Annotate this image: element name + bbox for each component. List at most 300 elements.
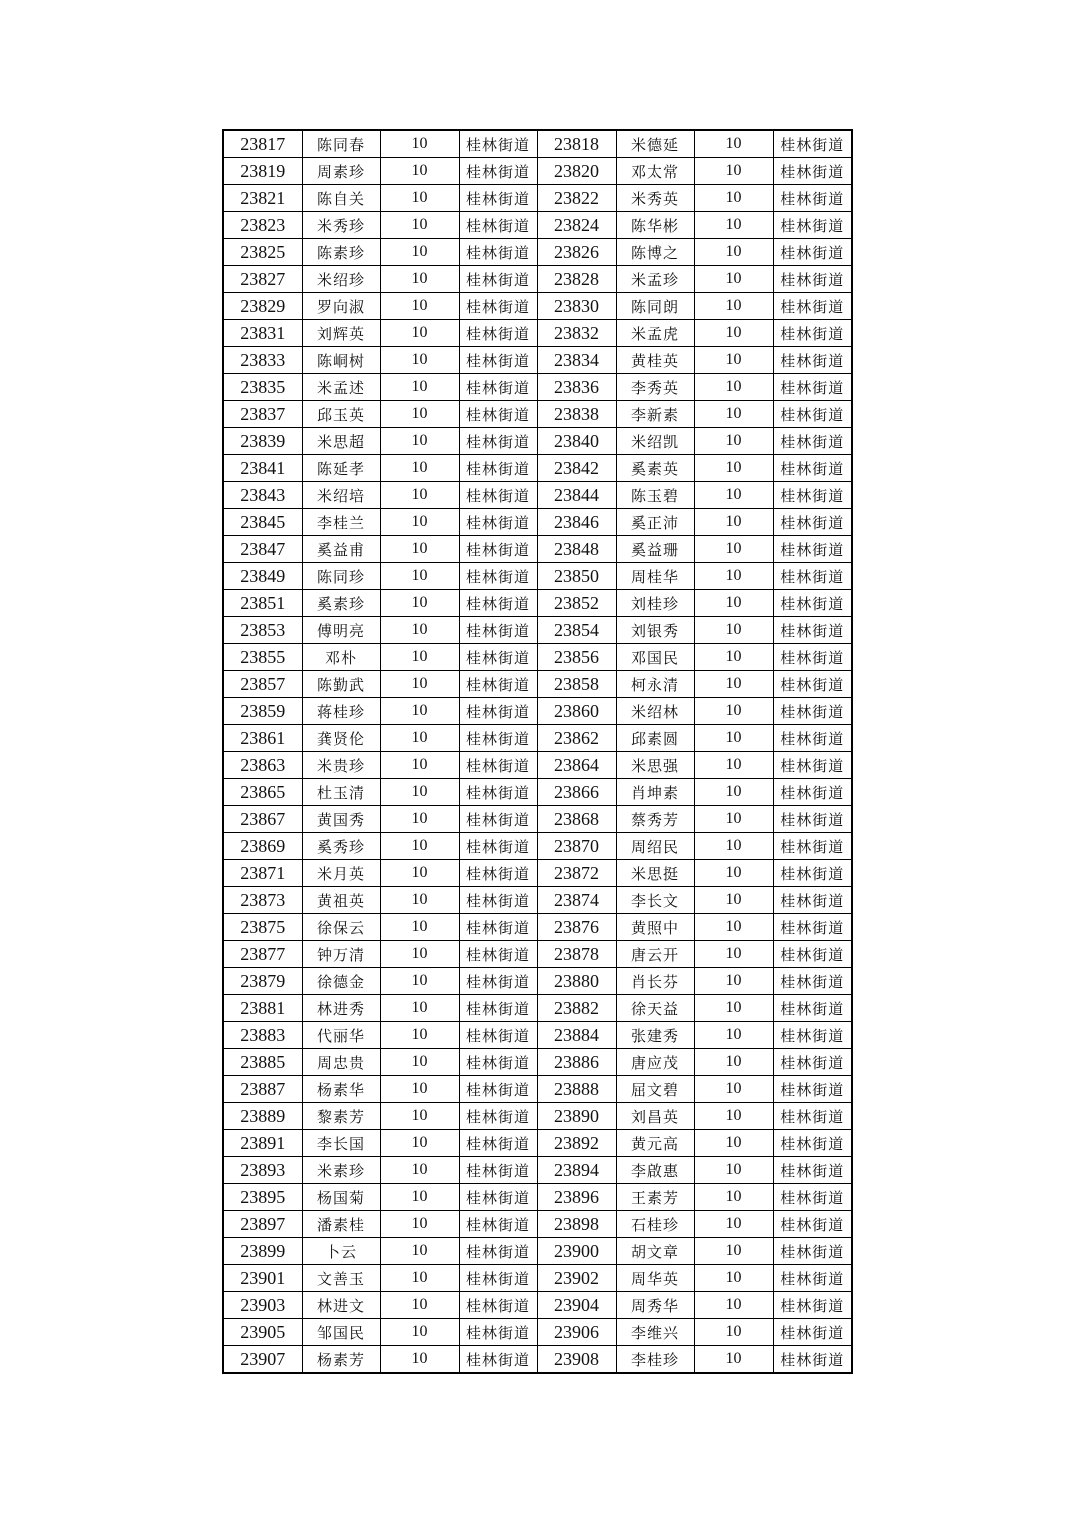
record-number: 23823 [223,212,302,239]
record-number: 23859 [223,698,302,725]
recipient-name: 周秀华 [616,1292,694,1319]
area-name: 桂林街道 [773,1292,852,1319]
recipient-name: 陈同珍 [302,563,380,590]
area-name: 桂林街道 [773,995,852,1022]
area-name: 桂林街道 [459,1103,537,1130]
recipient-name: 傅明亮 [302,617,380,644]
recipient-name: 奚素英 [616,455,694,482]
area-name: 桂林街道 [773,239,852,266]
recipient-name: 杨国菊 [302,1184,380,1211]
area-name: 桂林街道 [773,644,852,671]
record-number: 23896 [537,1184,616,1211]
area-name: 桂林街道 [459,239,537,266]
record-number: 23835 [223,374,302,401]
amount: 10 [694,320,773,347]
recipient-name: 奚正沛 [616,509,694,536]
record-number: 23890 [537,1103,616,1130]
area-name: 桂林街道 [459,779,537,806]
amount: 10 [694,293,773,320]
area-name: 桂林街道 [773,914,852,941]
record-number: 23841 [223,455,302,482]
area-name: 桂林街道 [773,158,852,185]
recipient-name: 陈同朗 [616,293,694,320]
record-number: 23847 [223,536,302,563]
recipient-name: 杨素芳 [302,1346,380,1374]
record-number: 23842 [537,455,616,482]
recipient-name: 刘辉英 [302,320,380,347]
area-name: 桂林街道 [459,1319,537,1346]
amount: 10 [380,941,459,968]
area-name: 桂林街道 [459,158,537,185]
recipient-name: 徐保云 [302,914,380,941]
table-row [223,158,852,185]
amount: 10 [694,617,773,644]
recipient-name: 米思超 [302,428,380,455]
recipient-name: 米孟述 [302,374,380,401]
area-name: 桂林街道 [459,1022,537,1049]
record-number: 23893 [223,1157,302,1184]
amount: 10 [694,482,773,509]
recipient-name: 刘桂珍 [616,590,694,617]
recipient-name: 钟万清 [302,941,380,968]
amount: 10 [694,671,773,698]
area-name: 桂林街道 [773,617,852,644]
recipient-name: 米贵珍 [302,752,380,779]
area-name: 桂林街道 [459,563,537,590]
area-name: 桂林街道 [773,536,852,563]
amount: 10 [694,239,773,266]
table-row [223,914,852,941]
table-row [223,941,852,968]
area-name: 桂林街道 [773,509,852,536]
area-name: 桂林街道 [459,1211,537,1238]
recipient-name: 米绍凯 [616,428,694,455]
area-name: 桂林街道 [773,1130,852,1157]
record-number: 23861 [223,725,302,752]
area-name: 桂林街道 [459,590,537,617]
recipient-name: 奚秀珍 [302,833,380,860]
record-number: 23884 [537,1022,616,1049]
roster-body [223,130,852,1373]
amount: 10 [380,1238,459,1265]
recipient-name: 黄祖英 [302,887,380,914]
recipient-name: 柯永清 [616,671,694,698]
amount: 10 [694,401,773,428]
table-row [223,887,852,914]
area-name: 桂林街道 [773,1022,852,1049]
record-number: 23886 [537,1049,616,1076]
area-name: 桂林街道 [773,563,852,590]
record-number: 23829 [223,293,302,320]
area-name: 桂林街道 [773,1076,852,1103]
recipient-name: 米秀珍 [302,212,380,239]
table-row [223,617,852,644]
table-row [223,644,852,671]
table-row [223,1346,852,1374]
area-name: 桂林街道 [773,941,852,968]
record-number: 23900 [537,1238,616,1265]
recipient-name: 陈博之 [616,239,694,266]
area-name: 桂林街道 [459,725,537,752]
area-name: 桂林街道 [459,1076,537,1103]
area-name: 桂林街道 [459,1238,537,1265]
amount: 10 [380,130,459,158]
table-row [223,239,852,266]
recipient-name: 李啟惠 [616,1157,694,1184]
amount: 10 [380,1265,459,1292]
amount: 10 [694,563,773,590]
table-row [223,752,852,779]
area-name: 桂林街道 [459,941,537,968]
amount: 10 [380,1049,459,1076]
amount: 10 [380,752,459,779]
area-name: 桂林街道 [459,1292,537,1319]
area-name: 桂林街道 [773,266,852,293]
amount: 10 [380,779,459,806]
area-name: 桂林街道 [773,212,852,239]
table-row [223,212,852,239]
area-name: 桂林街道 [773,806,852,833]
amount: 10 [694,374,773,401]
recipient-name: 陈玉碧 [616,482,694,509]
table-row [223,1076,852,1103]
record-number: 23831 [223,320,302,347]
amount: 10 [694,1265,773,1292]
area-name: 桂林街道 [459,887,537,914]
record-number: 23908 [537,1346,616,1374]
table-row [223,698,852,725]
amount: 10 [694,1049,773,1076]
amount: 10 [694,428,773,455]
recipient-name: 黎素芳 [302,1103,380,1130]
recipient-name: 徐德金 [302,968,380,995]
record-number: 23852 [537,590,616,617]
table-row [223,1157,852,1184]
area-name: 桂林街道 [773,347,852,374]
record-number: 23906 [537,1319,616,1346]
amount: 10 [694,752,773,779]
record-number: 23881 [223,995,302,1022]
recipient-name: 周桂华 [616,563,694,590]
recipient-name: 黄桂英 [616,347,694,374]
recipient-name: 李新素 [616,401,694,428]
table-row [223,1265,852,1292]
record-number: 23833 [223,347,302,374]
recipient-name: 米绍珍 [302,266,380,293]
recipient-name: 代丽华 [302,1022,380,1049]
table-row [223,1049,852,1076]
area-name: 桂林街道 [459,185,537,212]
amount: 10 [694,1103,773,1130]
area-name: 桂林街道 [459,130,537,158]
area-name: 桂林街道 [773,860,852,887]
record-number: 23879 [223,968,302,995]
record-number: 23892 [537,1130,616,1157]
recipient-name: 刘昌英 [616,1103,694,1130]
recipient-name: 张建秀 [616,1022,694,1049]
recipient-name: 邓朴 [302,644,380,671]
record-number: 23907 [223,1346,302,1374]
record-number: 23904 [537,1292,616,1319]
record-number: 23863 [223,752,302,779]
table-row [223,130,852,158]
amount: 10 [380,1130,459,1157]
recipient-name: 陈华彬 [616,212,694,239]
recipient-name: 米孟虎 [616,320,694,347]
amount: 10 [380,1022,459,1049]
record-number: 23851 [223,590,302,617]
amount: 10 [380,536,459,563]
record-number: 23885 [223,1049,302,1076]
recipient-name: 唐应茂 [616,1049,694,1076]
record-number: 23848 [537,536,616,563]
table-row [223,1238,852,1265]
record-number: 23899 [223,1238,302,1265]
record-number: 23828 [537,266,616,293]
area-name: 桂林街道 [459,1265,537,1292]
record-number: 23897 [223,1211,302,1238]
recipient-name: 唐云开 [616,941,694,968]
roster-table [222,129,853,1374]
record-number: 23844 [537,482,616,509]
area-name: 桂林街道 [459,1184,537,1211]
record-number: 23862 [537,725,616,752]
record-number: 23854 [537,617,616,644]
recipient-name: 陈素珍 [302,239,380,266]
table-row [223,320,852,347]
record-number: 23832 [537,320,616,347]
area-name: 桂林街道 [459,293,537,320]
recipient-name: 龚贤伦 [302,725,380,752]
recipient-name: 肖长芬 [616,968,694,995]
amount: 10 [380,1076,459,1103]
amount: 10 [380,806,459,833]
area-name: 桂林街道 [773,671,852,698]
area-name: 桂林街道 [459,212,537,239]
recipient-name: 肖坤素 [616,779,694,806]
record-number: 23873 [223,887,302,914]
area-name: 桂林街道 [459,428,537,455]
area-name: 桂林街道 [459,536,537,563]
area-name: 桂林街道 [459,1346,537,1374]
recipient-name: 陈勤武 [302,671,380,698]
amount: 10 [694,455,773,482]
recipient-name: 米德延 [616,130,694,158]
recipient-name: 杜玉清 [302,779,380,806]
recipient-name: 邓太常 [616,158,694,185]
recipient-name: 林进文 [302,1292,380,1319]
amount: 10 [694,509,773,536]
amount: 10 [694,158,773,185]
area-name: 桂林街道 [459,347,537,374]
record-number: 23871 [223,860,302,887]
table-row [223,779,852,806]
amount: 10 [380,212,459,239]
amount: 10 [694,1022,773,1049]
area-name: 桂林街道 [773,1184,852,1211]
amount: 10 [694,185,773,212]
record-number: 23858 [537,671,616,698]
amount: 10 [694,644,773,671]
record-number: 23905 [223,1319,302,1346]
record-number: 23860 [537,698,616,725]
amount: 10 [380,563,459,590]
recipient-name: 陈自关 [302,185,380,212]
amount: 10 [694,1238,773,1265]
record-number: 23870 [537,833,616,860]
area-name: 桂林街道 [459,509,537,536]
amount: 10 [380,320,459,347]
amount: 10 [694,266,773,293]
recipient-name: 米秀英 [616,185,694,212]
amount: 10 [694,1184,773,1211]
recipient-name: 卜云 [302,1238,380,1265]
amount: 10 [694,914,773,941]
recipient-name: 周忠贵 [302,1049,380,1076]
amount: 10 [380,1211,459,1238]
record-number: 23850 [537,563,616,590]
table-row [223,590,852,617]
record-number: 23872 [537,860,616,887]
table-row [223,455,852,482]
table-row [223,185,852,212]
amount: 10 [380,995,459,1022]
amount: 10 [694,130,773,158]
recipient-name: 蔡秀芳 [616,806,694,833]
area-name: 桂林街道 [459,374,537,401]
recipient-name: 李长国 [302,1130,380,1157]
recipient-name: 米思强 [616,752,694,779]
recipient-name: 蒋桂珍 [302,698,380,725]
area-name: 桂林街道 [773,752,852,779]
record-number: 23898 [537,1211,616,1238]
amount: 10 [380,698,459,725]
area-name: 桂林街道 [459,833,537,860]
table-row [223,671,852,698]
record-number: 23840 [537,428,616,455]
record-number: 23869 [223,833,302,860]
record-number: 23820 [537,158,616,185]
amount: 10 [380,914,459,941]
record-number: 23818 [537,130,616,158]
recipient-name: 胡文章 [616,1238,694,1265]
amount: 10 [694,1292,773,1319]
record-number: 23878 [537,941,616,968]
record-number: 23838 [537,401,616,428]
table-row [223,1184,852,1211]
recipient-name: 刘银秀 [616,617,694,644]
amount: 10 [694,806,773,833]
recipient-name: 罗向淑 [302,293,380,320]
amount: 10 [380,617,459,644]
record-number: 23876 [537,914,616,941]
amount: 10 [694,968,773,995]
record-number: 23826 [537,239,616,266]
area-name: 桂林街道 [773,590,852,617]
area-name: 桂林街道 [459,482,537,509]
recipient-name: 米月英 [302,860,380,887]
recipient-name: 黄照中 [616,914,694,941]
recipient-name: 奚益甫 [302,536,380,563]
record-number: 23855 [223,644,302,671]
amount: 10 [380,1319,459,1346]
record-number: 23819 [223,158,302,185]
amount: 10 [380,401,459,428]
table-row [223,995,852,1022]
recipient-name: 李桂珍 [616,1346,694,1374]
table-row [223,1292,852,1319]
record-number: 23817 [223,130,302,158]
amount: 10 [380,347,459,374]
area-name: 桂林街道 [773,1103,852,1130]
record-number: 23825 [223,239,302,266]
record-number: 23845 [223,509,302,536]
table-row [223,1211,852,1238]
recipient-name: 石桂珍 [616,1211,694,1238]
record-number: 23824 [537,212,616,239]
area-name: 桂林街道 [459,617,537,644]
record-number: 23895 [223,1184,302,1211]
record-number: 23830 [537,293,616,320]
recipient-name: 林进秀 [302,995,380,1022]
recipient-name: 米素珍 [302,1157,380,1184]
record-number: 23837 [223,401,302,428]
recipient-name: 米绍林 [616,698,694,725]
area-name: 桂林街道 [459,320,537,347]
record-number: 23877 [223,941,302,968]
area-name: 桂林街道 [773,1157,852,1184]
record-number: 23894 [537,1157,616,1184]
amount: 10 [694,1319,773,1346]
amount: 10 [380,968,459,995]
area-name: 桂林街道 [459,455,537,482]
recipient-name: 奚素珍 [302,590,380,617]
area-name: 桂林街道 [773,482,852,509]
table-row [223,347,852,374]
area-name: 桂林街道 [773,320,852,347]
amount: 10 [694,833,773,860]
recipient-name: 李秀英 [616,374,694,401]
recipient-name: 王素芳 [616,1184,694,1211]
record-number: 23836 [537,374,616,401]
recipient-name: 周素珍 [302,158,380,185]
table-row [223,860,852,887]
amount: 10 [380,644,459,671]
record-number: 23868 [537,806,616,833]
amount: 10 [380,671,459,698]
area-name: 桂林街道 [773,1211,852,1238]
area-name: 桂林街道 [459,806,537,833]
area-name: 桂林街道 [459,401,537,428]
record-number: 23866 [537,779,616,806]
record-number: 23887 [223,1076,302,1103]
record-number: 23883 [223,1022,302,1049]
area-name: 桂林街道 [773,455,852,482]
record-number: 23865 [223,779,302,806]
record-number: 23856 [537,644,616,671]
amount: 10 [694,698,773,725]
recipient-name: 邹国民 [302,1319,380,1346]
table-row [223,806,852,833]
recipient-name: 文善玉 [302,1265,380,1292]
table-row [223,401,852,428]
recipient-name: 奚益珊 [616,536,694,563]
amount: 10 [694,212,773,239]
recipient-name: 米绍培 [302,482,380,509]
amount: 10 [380,1184,459,1211]
record-number: 23889 [223,1103,302,1130]
recipient-name: 李长文 [616,887,694,914]
